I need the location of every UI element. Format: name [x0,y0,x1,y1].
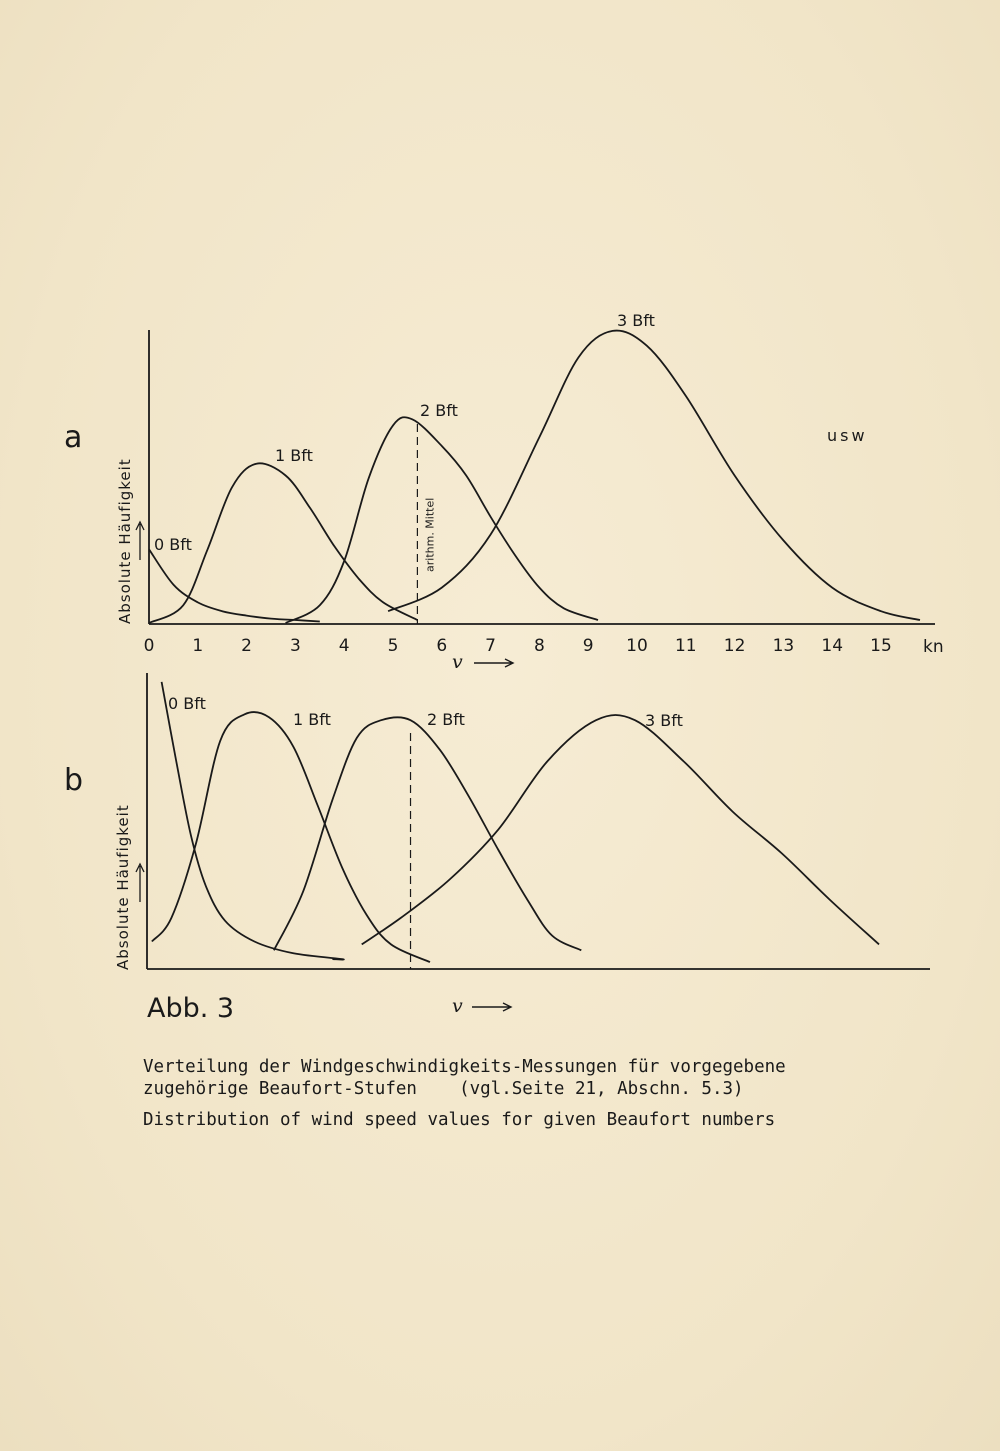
panel-b-curve-2bft [274,717,581,950]
panel-b-x-symbol: v [452,995,463,1017]
panel-a-x-symbol: v [452,651,463,673]
panel-b-curves [152,682,879,962]
panel-b-x-arrow-icon [472,1003,511,1011]
panel-a-x-tick-15: 15 [870,636,892,656]
figure-label: Abb. 3 [147,993,235,1024]
panel-b-y-label: Absolute Häufigkeit [114,804,132,970]
panel-a-label-1bft: 1 Bft [275,446,313,465]
panel-a-x-tick-7: 7 [485,636,497,656]
panel-a-x-tick-8: 8 [533,636,545,656]
panel-b-y-arrow-icon [136,864,144,902]
panel-a-x-tick-1: 1 [192,636,204,656]
panel-a-x-tick-11: 11 [674,636,697,656]
panel-a-x-tick-13: 13 [772,636,795,656]
panel-a-x-arrow-icon [474,659,513,667]
panel-b-letter: b [64,763,84,798]
panel-a-label-0bft: 0 Bft [154,535,192,554]
panel-a-x-tick-14: 14 [821,636,844,656]
panel-a-usw-label: usw [827,426,868,445]
panel-b-label-1bft: 1 Bft [293,710,331,729]
caption-line-2: zugehörige Beaufort-Stufen (vgl.Seite 21, Abschn. 5.3) [143,1079,744,1099]
panel-a-x-tick-4: 4 [338,636,350,656]
panel-a-curve-2bft [286,417,598,623]
panel-a-x-tick-10: 10 [626,636,648,656]
panel-a-x-tick-0: 0 [143,636,155,656]
panel-b-chart [64,673,930,1017]
caption-line-3: Distribution of wind speed values for given Beaufort numbers [143,1110,776,1130]
panel-a-letter: a [64,420,83,455]
panel-a-curve-3bft [388,331,920,620]
panel-a-label-3bft: 3 Bft [617,311,655,330]
panel-a-y-label: Absolute Häufigkeit [116,458,134,624]
panel-a-x-tick-9: 9 [582,636,594,656]
panel-b-label-2bft: 2 Bft [427,710,465,729]
panel-a-x-unit: kn [923,637,944,657]
panel-a-label-2bft: 2 Bft [420,401,458,420]
panel-a-x-tick-3: 3 [289,636,301,656]
panel-a-x-tick-12: 12 [723,636,746,656]
panel-a-tick-labels [144,636,892,656]
panel-a-x-tick-2: 2 [241,636,253,656]
panel-a-x-tick-6: 6 [436,636,448,656]
panel-a-curve-0bft [149,549,320,621]
caption-line-1: Verteilung der Windgeschwindigkeits-Messungen für vorgegebene [143,1057,786,1077]
panel-b-curve-1bft [152,712,430,962]
panel-a-x-tick-5: 5 [387,636,399,656]
panel-a-chart [64,311,944,673]
panel-a-curves [149,331,920,623]
panel-a-y-arrow-icon [136,522,144,560]
panel-b-label-0bft: 0 Bft [168,694,206,713]
panel-a-mean-label: arithm. Mittel [423,497,437,572]
panel-b-label-3bft: 3 Bft [645,711,683,730]
